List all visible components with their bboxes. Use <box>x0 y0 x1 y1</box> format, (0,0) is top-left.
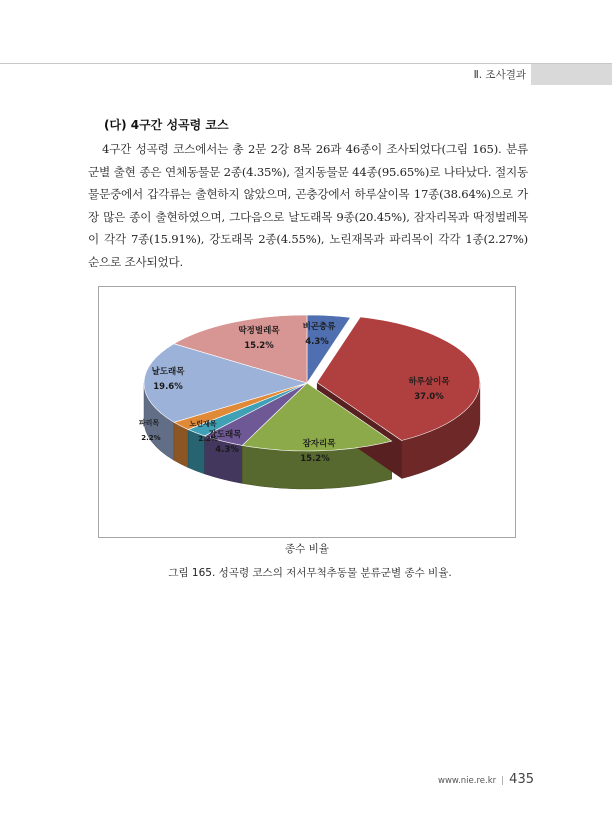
footer-separator: | <box>501 776 505 786</box>
page-number: 435 <box>509 772 534 787</box>
footer-url: www.nie.re.kr <box>438 776 497 786</box>
slice-value-label: 2.2% <box>198 435 218 443</box>
section-heading: (다) 4구간 성곡령 코스 <box>104 118 229 132</box>
slice-value-label: 2.2% <box>141 434 161 442</box>
slice-value-label: 4.3% <box>305 337 329 347</box>
slice-label: 하루살이목 <box>408 377 450 387</box>
body-paragraph: 4구간 성곡령 코스에서는 총 2문 2강 8목 26과 46종이 조사되었다(그림 165). 분류군별 출현 종은 연체동물문 2종(4.35%), 절지동물문 44종(95.65%)로 나타났다. 절지동물문중에서 갑각류는 출현하지 않았으며, 곤충강에서 하루살이목 17종(38.64%)으로 가장 많은 종이 출현하였으며, 그다음으로 날도래목 9종(20.45%), 잠자리목과 딱정벌레목이 각각 7종(15.91%), 강도래목 2종(4.55%), 노린재목과 파리목이 각각 1종(2.27%) 순으로 조사되었다. <box>88 142 528 269</box>
figure-caption: 그림 165. 성곡령 코스의 저서무척추동물 분류군별 종수 비율. <box>168 567 452 579</box>
running-header-text: Ⅱ. 조사결과 <box>473 69 526 81</box>
slice-value-label: 15.2% <box>244 341 274 351</box>
slice-value-label: 19.6% <box>153 382 183 392</box>
slice-label: 노린재목 <box>189 420 217 428</box>
pie-slice-side <box>174 422 188 467</box>
slice-label: 딱정벌레목 <box>238 326 280 336</box>
header-tab-bar <box>531 64 612 85</box>
page-footer <box>438 772 534 787</box>
slice-label: 날도래목 <box>151 367 185 377</box>
slice-value-label: 37.0% <box>414 392 444 402</box>
chart-title: 종수 비율 <box>285 543 329 555</box>
slice-value-label: 15.2% <box>300 454 330 464</box>
pie-chart-frame <box>98 286 516 538</box>
slice-label: 잠자리목 <box>302 439 336 449</box>
slice-value-label: 4.3% <box>215 445 239 455</box>
slice-label: 파리목 <box>138 419 160 427</box>
pie-chart <box>99 287 517 539</box>
running-header <box>0 64 612 85</box>
slice-label: 비곤충류 <box>302 322 336 332</box>
slice-label: 강도래목 <box>208 430 242 440</box>
